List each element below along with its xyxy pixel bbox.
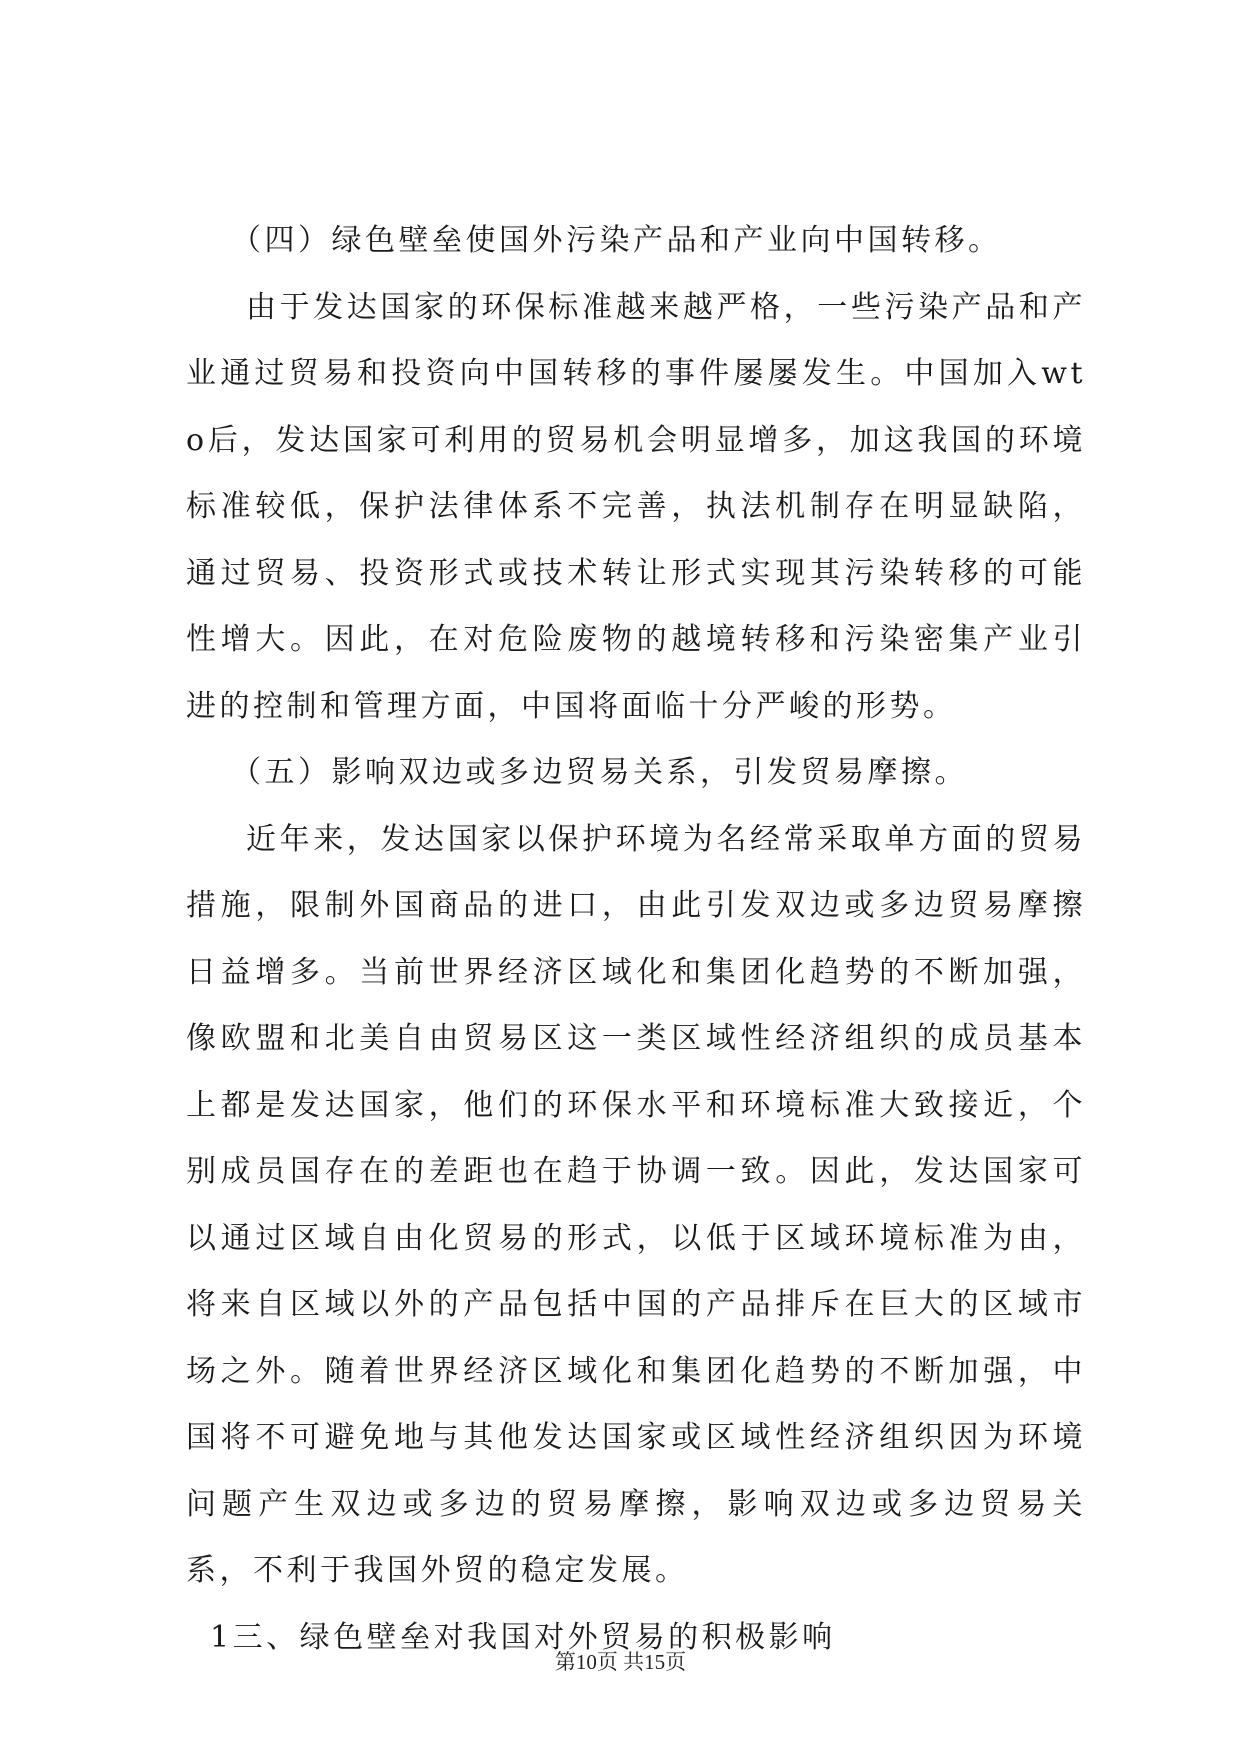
section-heading-4: （四）绿色壁垒使国外污染产品和产业向中国转移。	[231, 223, 1002, 258]
section-heading-5: （五）影响双边或多边贸易关系，引发贸易摩擦。	[231, 755, 968, 790]
paragraph-trade-friction: 近年来，发达国家以保护环境为名经常采取单方面的贸易措施，限制外国商品的进口，由此引发双边或多边贸易摩擦日益增多。当前世界经济区域化和集团化趋势的不断加强，像欧盟和北美自由贸易区这一类区域性经济组织的成员基本上都是发达国家，他们的环保水平和环境标准大致接近，个别成员国存在的差距也在趋于协调一致。因此，发达国家可以通过区域自由化贸易的形式，以低于区域环境标准为由，将来自区域以外的产品包括中国的产品排斥在巨大的区域市场之外。随着世界经济区域化和集团化趋势的不断加强，中国将不可避免地与其他发达国家或区域性经济组织因为环境问题产生双边或多边的贸易摩擦，影响双边或多边贸易关系，不利于我国外贸的稳定发展。	[186, 821, 1086, 1588]
paragraph-pollution-transfer: 由于发达国家的环保标准越来越严格，一些污染产品和产业通过贸易和投资向中国转移的事件屡屡发生。中国加入wto后，发达国家可利用的贸易机会明显增多，加这我国的环境标准较低，保护法律体系不完善，执法机制存在明显缺陷，通过贸易、投资形式或技术转让形式实现其污染转移的可能性增大。因此，在对危险废物的越境转移和污染密集产业引进的控制和管理方面，中国将面临十分严峻的形势。	[186, 289, 1086, 724]
section-heading-3: 1三、绿色壁垒对我国对外贸易的积极影响	[210, 1619, 836, 1655]
page-number-footer: 第10页 共15页	[554, 1650, 687, 1674]
document-body	[186, 208, 1086, 1671]
